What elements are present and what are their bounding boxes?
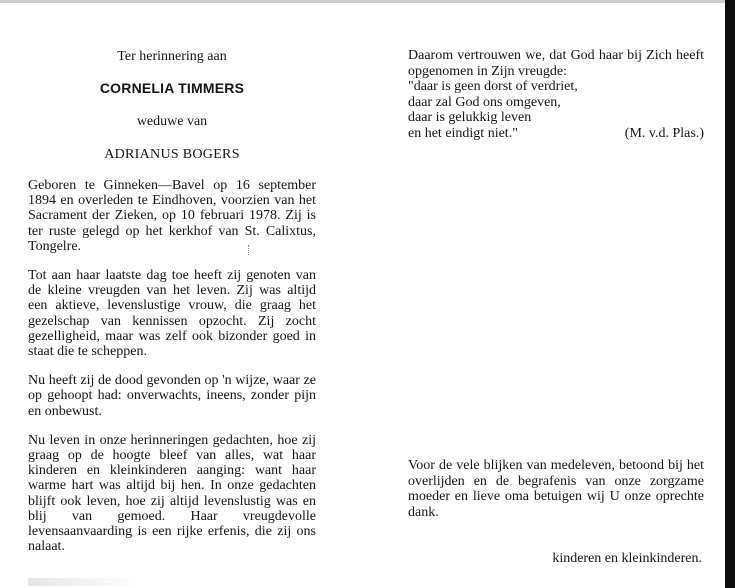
- card-top-edge: [0, 0, 735, 3]
- left-column: [28, 48, 316, 554]
- deceased-name: CORNELIA TIMMERS: [99, 80, 245, 96]
- card-right-edge: [725, 0, 735, 588]
- death-paragraph: Nu heeft zij de dood gevonden op 'n wijze, waar ze op gehoopt had: onverwachts, ineens, zonder pijn en onbewust.: [28, 373, 316, 419]
- poem-line-4: en het eindigt niet.": [408, 125, 518, 141]
- husband-name: ADRIANUS BOGERS: [104, 147, 240, 162]
- biography-paragraph: Geboren te Ginneken—Bavel op 16 september 1894 en overleden te Eindhoven, voorzien van het Sacrament der Zieken, op 10 februari 1978. Zij is ter ruste gelegd op het kerkhof van St. Calixtus, Tongelre.: [28, 178, 316, 254]
- poem-line-2: daar zal God ons omgeven,: [408, 94, 561, 110]
- print-smudge: [28, 578, 138, 586]
- character-paragraph: Tot aan haar laatste dag toe heeft zij genoten van de kleine vreugden van het leven. Zij was altijd een aktieve, levenslustige vrouw, die graag het gezelschap van kennissen opzocht. Zij zocht gezelligheid, maar was zelf ook bizonder goed in staat die te scheppen.: [28, 268, 316, 360]
- poem-attribution: (M. v.d. Plas.): [624, 125, 704, 141]
- right-column-bottom: [408, 458, 704, 520]
- thanks-paragraph: Voor de vele blijken van medeleven, betoond bij het overlijden en de begrafenis van onze zorgzame moeder en lieve oma betuigen wij U onze oprechte dank.: [408, 458, 704, 520]
- poem-line-1: "daar is geen dorst of verdriet,: [408, 79, 578, 94]
- family-signature: kinderen en kleinkinderen.: [552, 551, 702, 566]
- poem-last-row: [408, 126, 704, 142]
- memories-paragraph: Nu leven in onze herinneringen gedachten, hoe zij graag op de hoogte bleef van alles, wat haar kinderen en kleinkinderen aanging: want haar warme hart was altijd bij hen. In onze gedachten blijft ook leven, hoe zij altijd levenslustig was en blij van gemoed. Haar vreugdevolle levensaanvaarding is een rijke erfenis, die zij ons nalaat.: [28, 432, 316, 555]
- faith-prose: Daarom vertrouwen we, dat God haar bij Zich heeft opgenomen in Zijn vreugde:: [408, 48, 704, 79]
- relation-line: weduwe van: [136, 114, 208, 129]
- poem-line-3: daar is gelukkig leven: [408, 110, 532, 125]
- intro-line: Ter herinnering aan: [117, 49, 227, 64]
- right-column-top: [408, 48, 704, 141]
